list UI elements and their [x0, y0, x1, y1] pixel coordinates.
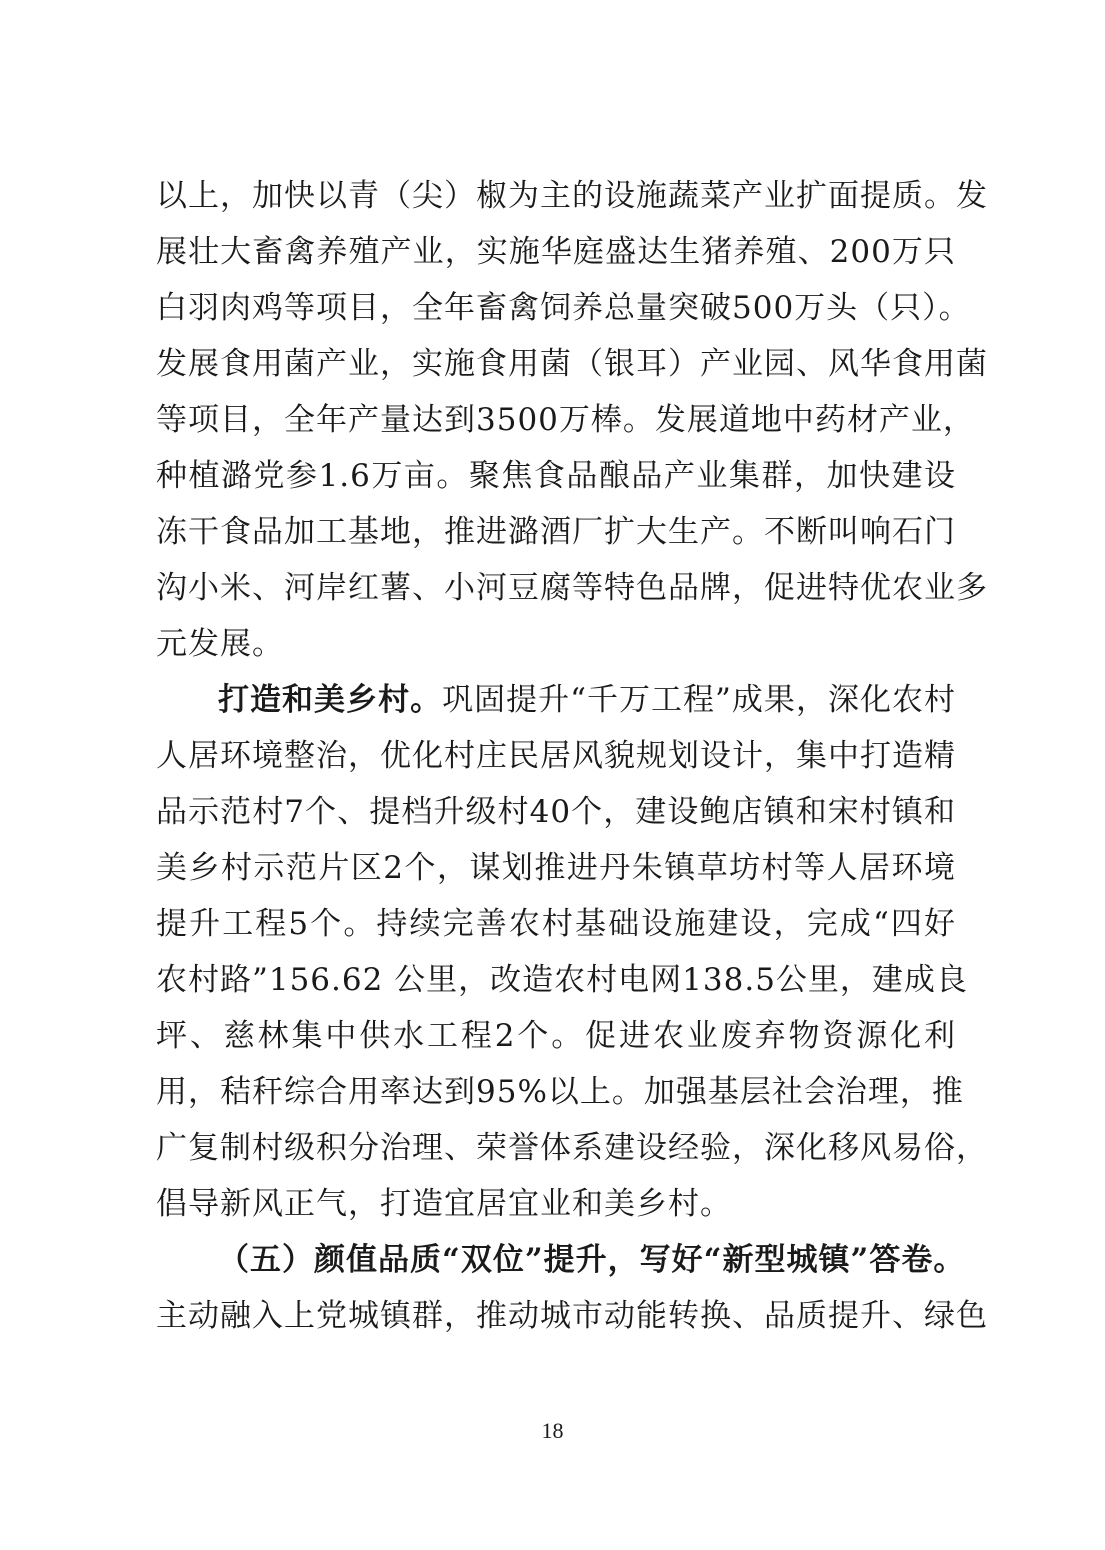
text-line: 美乡村示范片区2个，谋划推进丹朱镇草坊村等人居环境 [156, 850, 956, 886]
text-line: 等项目，全年产量达到3500万棒。发展道地中药材产业， [156, 402, 975, 438]
text-line: 人居环境整治，优化村庄民居风貌规划设计，集中打造精 [156, 738, 956, 774]
text-line: 提升工程5个。持续完善农村基础设施建设，完成“四好 [156, 906, 956, 942]
text-line: 冻干食品加工基地，推进潞酒厂扩大生产。不断叫响石门 [156, 514, 956, 550]
section-heading: （五）颜值品质“双位”提升，写好“新型城镇”答卷。 [218, 1242, 966, 1278]
text-line: 白羽肉鸡等项目，全年畜禽饲养总量突破500万头（只）。 [156, 290, 971, 326]
text-line: 沟小米、河岸红薯、小河豆腐等特色品牌，促进特优农业多 [156, 570, 988, 606]
text-line: 元发展。 [156, 626, 284, 662]
paragraph-first-line [156, 672, 956, 728]
text-line: 发展食用菌产业，实施食用菌（银耳）产业园、风华食用菌 [156, 346, 988, 382]
text-line: 展壮大畜禽养殖产业，实施华庭盛达生猪养殖、200万只 [156, 234, 956, 270]
text-line: 以上，加快以青（尖）椒为主的设施蔬菜产业扩面提质。发 [156, 178, 988, 214]
text-line: 主动融入上党城镇群，推动城市动能转换、品质提升、绿色 [156, 1298, 988, 1334]
text-line: 广复制村级积分治理、荣誉体系建设经验，深化移风易俗， [156, 1130, 988, 1166]
text-line: 种植潞党参1.6万亩。聚焦食品酿品产业集群，加快建设 [156, 458, 956, 494]
text-line: 品示范村7个、提档升级村40个，建设鲍店镇和宋村镇和 [156, 794, 956, 830]
text-line: 倡导新风正气，打造宜居宜业和美乡村。 [156, 1186, 732, 1222]
text-line: 坪、慈林集中供水工程2个。促进农业废弃物资源化利 [156, 1018, 956, 1054]
text-span: 巩固提升“千万工程”成果，深化农村 [442, 682, 956, 718]
page-number: 18 [541, 1418, 564, 1443]
paragraph-lead-heading: 打造和美乡村。 [218, 682, 443, 718]
section-heading-line [156, 1232, 966, 1288]
body-text [156, 168, 988, 1344]
text-line: 农村路”156.62 公里，改造农村电网138.5公里，建成良 [156, 962, 968, 998]
text-line: 用，秸秆综合用率达到95%以上。加强基层社会治理，推 [156, 1074, 964, 1110]
